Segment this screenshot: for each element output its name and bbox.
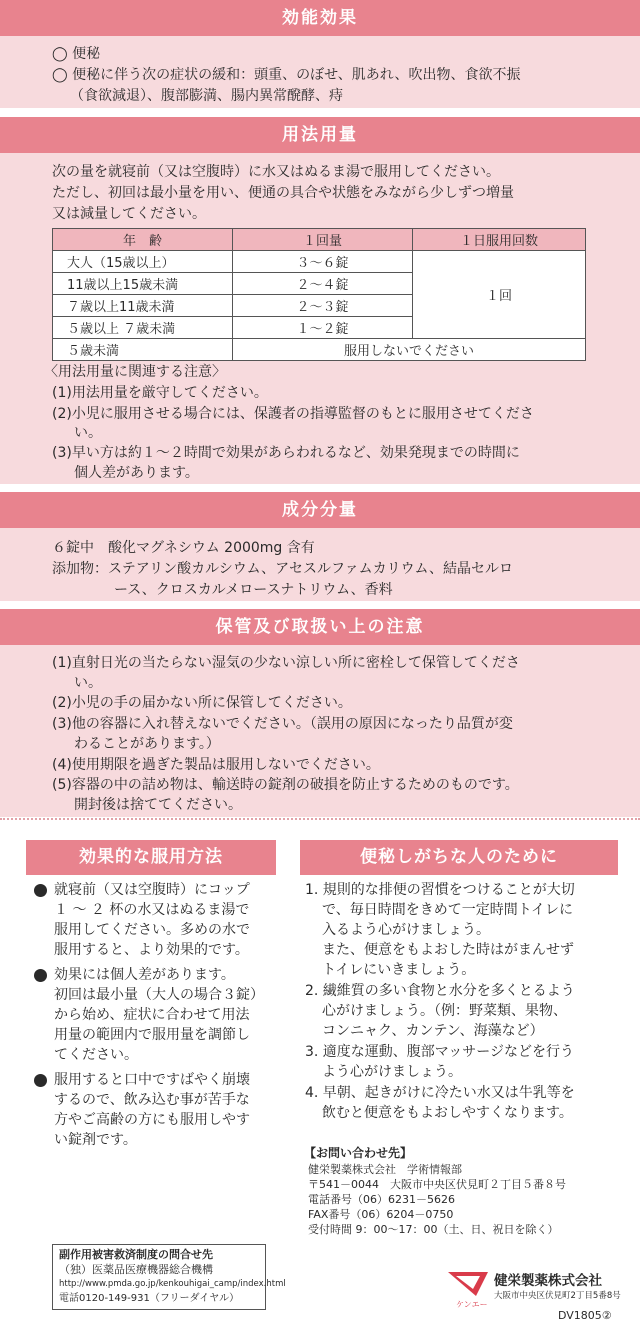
effective-line: するので、飲み込む事が苦手な [54, 1092, 250, 1108]
table-cell-dose: ２～３錠 [233, 295, 413, 317]
contact-line: 健栄製薬株式会社 学術情報部 [308, 1163, 462, 1176]
ingredients-line: ６錠中 酸化マグネシウム 2000mg 含有 [52, 540, 315, 556]
dosage-note: (1)用法用量を厳守してください。 [52, 385, 268, 401]
effective-line: 服用してください。多めの水で [54, 922, 250, 938]
effective-line: 用量の範囲内で服用量を調節し [54, 1027, 250, 1043]
dosage-table [52, 228, 586, 361]
tip-line: よう心がけましょう。 [322, 1064, 462, 1080]
effective-line: 効果には個人差があります。 [54, 967, 235, 983]
tip-line: 2. 繊維質の多い食物と水分を多くとるよう [305, 983, 575, 999]
bullet-icon [34, 884, 47, 897]
table-header-times: １日服用回数 [413, 229, 586, 251]
efficacy-line: （食欲減退）、腹部膨満、腸内異常醗酵、痔 [70, 88, 343, 104]
storage-line: (3)他の容器に入れ替えないでください。（誤用の原因になったり品質が変 [52, 716, 513, 732]
effective-line: 服用すると、より効果的です。 [54, 942, 249, 958]
dosage-note: 個人差があります。 [74, 465, 199, 481]
ingredients-line: 添加物：ステアリン酸カルシウム、アセスルファムカリウム、結晶セルロ [52, 561, 513, 577]
storage-line: (5)容器の中の詰め物は、輸送時の錠剤の破損を防止するためのものです。 [52, 777, 519, 793]
table-cell-times: １回 [413, 251, 586, 339]
tip-line: 3. 適度な運動、腹部マッサージなどを行う [305, 1044, 574, 1060]
tip-line: 心がけましょう。（例：野菜類、果物、 [322, 1003, 567, 1019]
company-logo-icon [446, 1268, 490, 1302]
table-cell-under5: 服用しないでください [233, 339, 586, 361]
dosage-intro: 次の量を就寝前（又は空腹時）に水又はぬるま湯で服用してください。 [52, 164, 500, 180]
ingredients-heading: 成分分量 [0, 492, 640, 528]
efficacy-heading: 効能効果 [0, 0, 640, 36]
tip-line: 入るよう心がけましょう。 [322, 922, 490, 938]
table-cell-dose: ３～６錠 [233, 251, 413, 273]
dosage-notes-title: 〈用法用量に関連する注意〉 [44, 364, 226, 380]
storage-line: 開封後は捨ててください。 [74, 797, 242, 813]
effective-line: から始め、症状に合わせて用法 [54, 1007, 250, 1023]
relief-line: 副作用被害救済制度の問合せ先 [59, 1248, 213, 1261]
storage-line: い。 [74, 675, 102, 691]
effective-line: 就寝前（又は空腹時）にコップ [54, 882, 250, 898]
dosage-note: い。 [74, 425, 102, 441]
table-cell-age: 11歳以上15歳未満 [53, 273, 233, 295]
dosage-intro: 又は減量してください。 [52, 206, 206, 222]
table-header-age: 年 齢 [53, 229, 233, 251]
contact-line: FAX番号（06）6204－0750 [308, 1208, 454, 1221]
table-header-dose: １回量 [233, 229, 413, 251]
relief-line: （独）医薬品医療機器総合機構 [59, 1263, 213, 1276]
effective-line: 服用すると口中ですばやく崩壊 [54, 1072, 250, 1088]
dotted-divider [0, 818, 640, 820]
tip-line: で、毎日時間をきめて一定時間トイレに [322, 902, 574, 918]
contact-line: 電話番号（06）6231－5626 [308, 1193, 455, 1206]
relief-url: http://www.pmda.go.jp/kenkouhigai_camp/index.html [59, 1279, 286, 1289]
relief-line: 電話0120-149-931（フリーダイヤル） [59, 1293, 240, 1304]
contact-line: 受付時間 9：00～17：00（土、日、祝日を除く） [308, 1223, 559, 1236]
storage-line: (1)直射日光の当たらない湿気の少ない涼しい所に密栓して保管してくださ [52, 655, 520, 671]
company-name: 健栄製薬株式会社 [494, 1273, 602, 1289]
effective-line: 初回は最小量（大人の場合３錠） [54, 987, 264, 1003]
efficacy-line: ◯ 便秘 [52, 46, 101, 62]
effective-usage-rule [26, 873, 276, 875]
table-cell-age: 大人（15歳以上） [53, 251, 233, 273]
table-cell-age: ７歳以上11歳未満 [53, 295, 233, 317]
table-cell-dose: １～２錠 [233, 317, 413, 339]
tip-line: また、便意をもよおした時はがまんせず [322, 942, 574, 958]
dosage-note: (2)小児に服用させる場合には、保護者の指導監督のもとに服用させてくださ [52, 406, 534, 422]
bullet-icon [34, 969, 47, 982]
storage-line: (2)小児の手の届かない所に保管してください。 [52, 695, 352, 711]
effective-line: てください。 [54, 1047, 138, 1063]
effective-line: １ ～ ２ 杯の水又はぬるま湯で [54, 902, 250, 918]
constipation-tips-rule [300, 873, 618, 875]
dosage-note: (3)早い方は約１～２時間で効果があらわれるなど、効果発現までの時間に [52, 445, 520, 461]
company-address: 大阪市中央区伏見町2丁目5番8号 [494, 1291, 621, 1301]
storage-line: (4)使用期限を過ぎた製品は服用しないでください。 [52, 757, 380, 773]
bullet-icon [34, 1074, 47, 1087]
efficacy-line: ◯ 便秘に伴う次の症状の緩和：頭重、のぼせ、肌あれ、吹出物、食欲不振 [52, 67, 521, 83]
tip-line: トイレにいきましょう。 [322, 962, 476, 978]
tip-line: 4. 早朝、起きがけに冷たい水又は牛乳等を [305, 1085, 575, 1101]
storage-line: わることがあります。） [74, 736, 220, 752]
tip-line: 1. 規則的な排便の習慣をつけることが大切 [305, 882, 575, 898]
storage-heading: 保管及び取扱い上の注意 [0, 609, 640, 645]
contact-title: 【お問い合わせ先】 [304, 1146, 413, 1160]
effective-line: 方やご高齢の方にも服用しやす [54, 1112, 250, 1128]
relief-system-box [52, 1244, 286, 1310]
company-logo-text: ケンエー [456, 1300, 488, 1309]
contact-line: 〒541－0044 大阪市中央区伏見町２丁目５番８号 [308, 1178, 566, 1191]
dosage-heading: 用法用量 [0, 117, 640, 153]
effective-usage-heading: 効果的な服用方法 [26, 840, 276, 874]
tip-line: コンニャク、カンテン、海藻など） [322, 1023, 544, 1039]
table-cell-age: ５歳未満 [53, 339, 233, 361]
table-cell-dose: ２～４錠 [233, 273, 413, 295]
dosage-intro: ただし、初回は最小量を用い、便通の具合や状態をみながら少しずつ増量 [52, 185, 514, 201]
ingredients-line: ース、クロスカルメロースナトリウム、香料 [114, 582, 393, 598]
product-code: DV1805② [558, 1309, 612, 1322]
constipation-tips-heading: 便秘しがちな人のために [300, 840, 618, 874]
effective-line: い錠剤です。 [54, 1132, 137, 1148]
tip-line: 飲むと便意をもよおしやすくなります。 [322, 1105, 573, 1121]
table-cell-age: ５歳以上 ７歳未満 [53, 317, 233, 339]
